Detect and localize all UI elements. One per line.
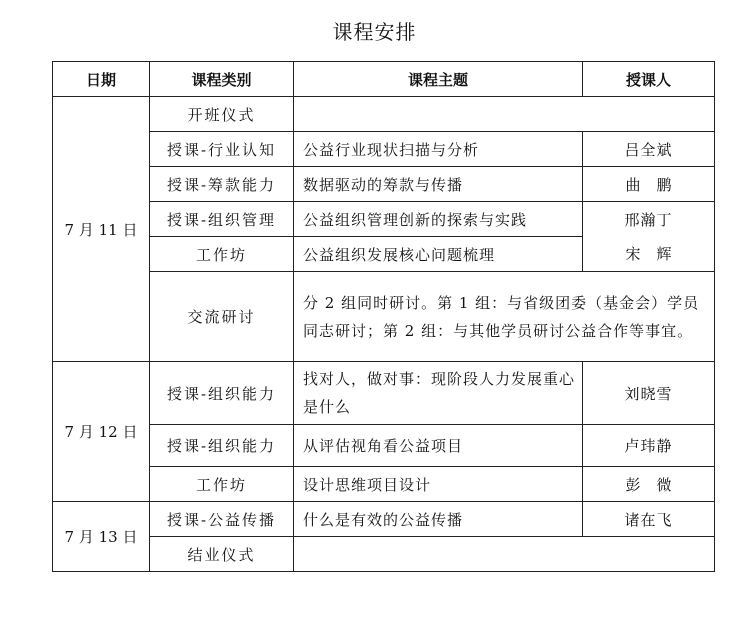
table-row xyxy=(53,97,715,132)
type-cell: 授课-组织管理 xyxy=(150,202,294,237)
table-row xyxy=(53,237,715,272)
topic-cell: 分 2 组同时研讨。第 1 组：与省级团委（基金会）学员同志研讨；第 2 组：与其他学员研讨公益合作等事宜。 xyxy=(294,272,715,362)
table-row xyxy=(53,362,715,425)
teacher-cell: 宋辉 xyxy=(583,237,715,272)
date-cell: 7 月 13 日 xyxy=(53,502,150,572)
teacher-cell: 吕全斌 xyxy=(583,132,715,167)
topic-cell: 数据驱动的筹款与传播 xyxy=(294,167,583,202)
schedule-table xyxy=(52,61,715,572)
type-cell: 工作坊 xyxy=(150,237,294,272)
topic-cell: 从评估视角看公益项目 xyxy=(294,425,583,467)
type-cell: 授课-组织能力 xyxy=(150,362,294,425)
empty-topic-cell xyxy=(294,97,715,132)
teacher-cell: 刘晓雪 xyxy=(583,362,715,425)
topic-cell: 公益组织发展核心问题梳理 xyxy=(294,237,583,272)
type-cell: 授课-行业认知 xyxy=(150,132,294,167)
topic-cell: 公益行业现状扫描与分析 xyxy=(294,132,583,167)
teacher-cell: 诸在飞 xyxy=(583,502,715,537)
topic-cell: 找对人，做对事：现阶段人力发展重心是什么 xyxy=(294,362,583,425)
type-cell: 授课-公益传播 xyxy=(150,502,294,537)
table-row xyxy=(53,425,715,467)
teacher-cell: 曲鹏 xyxy=(583,167,715,202)
table-row xyxy=(53,167,715,202)
type-cell: 授课-筹款能力 xyxy=(150,167,294,202)
header-type: 课程类别 xyxy=(150,62,294,97)
date-cell: 7 月 12 日 xyxy=(53,362,150,502)
table-row xyxy=(53,537,715,572)
table-row xyxy=(53,272,715,362)
type-cell: 开班仪式 xyxy=(150,97,294,132)
table-row xyxy=(53,132,715,167)
table-row xyxy=(53,467,715,502)
topic-cell: 什么是有效的公益传播 xyxy=(294,502,583,537)
type-cell: 工作坊 xyxy=(150,467,294,502)
type-cell: 交流研讨 xyxy=(150,272,294,362)
header-teacher: 授课人 xyxy=(583,62,715,97)
topic-cell: 公益组织管理创新的探索与实践 xyxy=(294,202,583,237)
page-title: 课程安排 xyxy=(332,20,417,44)
teacher-cell: 彭微 xyxy=(583,467,715,502)
type-cell: 授课-组织能力 xyxy=(150,425,294,467)
header-topic: 课程主题 xyxy=(294,62,583,97)
header-date: 日期 xyxy=(53,62,150,97)
empty-topic-cell xyxy=(294,537,715,572)
date-cell: 7 月 11 日 xyxy=(53,97,150,362)
type-cell: 结业仪式 xyxy=(150,537,294,572)
table-row xyxy=(53,202,715,237)
table-row xyxy=(53,502,715,537)
topic-cell: 设计思维项目设计 xyxy=(294,467,583,502)
teacher-cell: 卢玮静 xyxy=(583,425,715,467)
teacher-cell: 邢瀚丁 xyxy=(583,202,715,237)
table-header-row xyxy=(53,62,715,97)
